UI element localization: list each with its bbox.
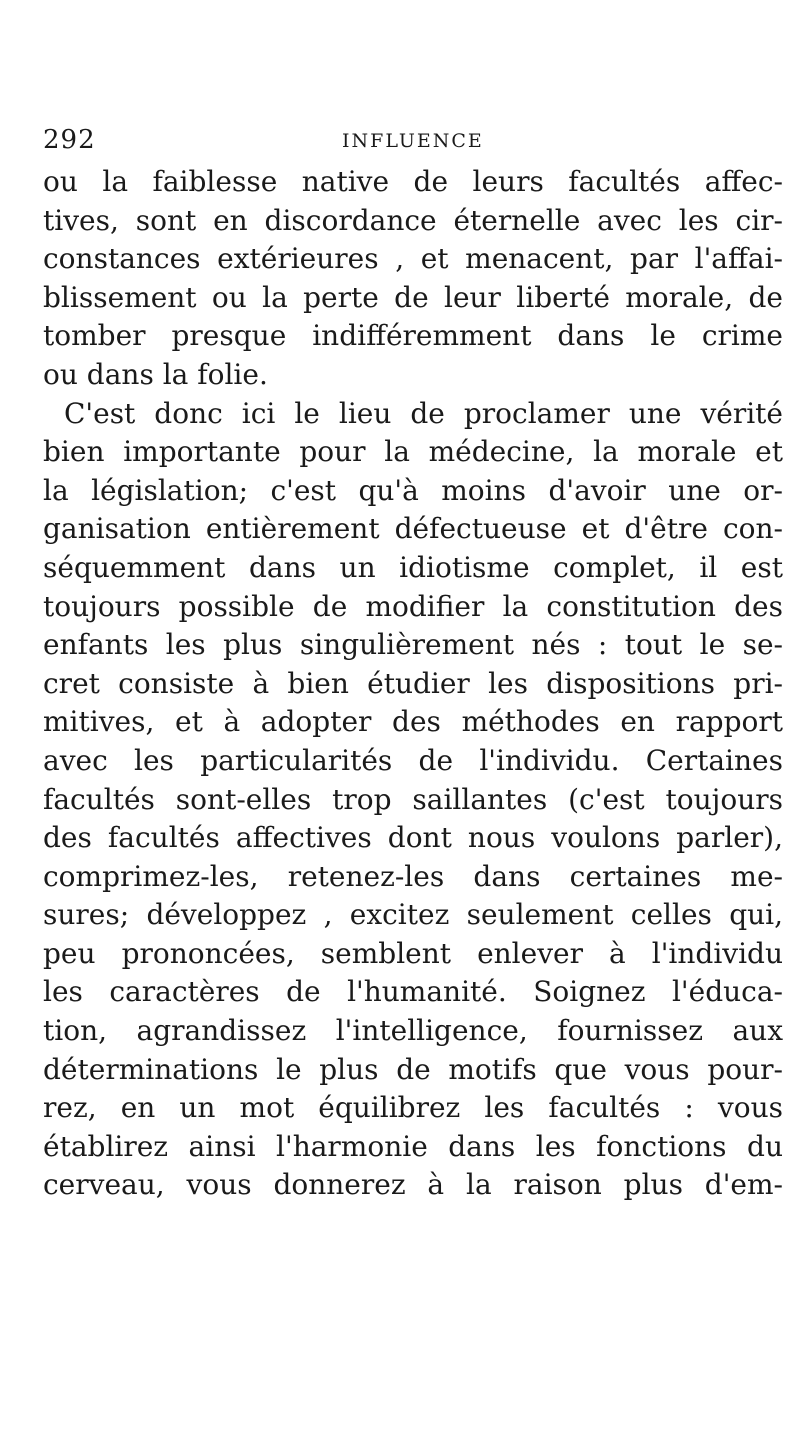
text-line: tomber presque indifféremment dans le crime xyxy=(43,319,783,353)
text-line: déterminations le plus de motifs que vous pour- xyxy=(43,1052,783,1086)
text-line: C'est donc ici le lieu de proclamer une vérité xyxy=(64,396,783,430)
text-line: peu prononcées, semblent enlever à l'individu xyxy=(43,936,783,970)
text-line: avec les particularités de l'individu. Certaines xyxy=(43,743,783,777)
text-line: comprimez-les, retenez-les dans certaines me- xyxy=(43,859,783,893)
paragraph-1 xyxy=(43,163,783,395)
text-line: tives, sont en discordance éternelle avec les cir- xyxy=(43,203,783,237)
text-line: les caractères de l'humanité. Soignez l'éduca- xyxy=(43,975,783,1009)
text-line: enfants les plus singulièrement nés : tout le se- xyxy=(43,628,783,662)
paragraph-2 xyxy=(43,395,783,1205)
text-line: ou dans la folie. xyxy=(43,357,268,391)
body-text xyxy=(43,163,783,1205)
text-line: des facultés affectives dont nous voulons parler), xyxy=(43,821,783,855)
text-line: facultés sont-elles trop saillantes (c'est toujours xyxy=(43,782,783,816)
text-line: cret consiste à bien étudier les dispositions pri- xyxy=(43,666,783,700)
running-head: INFLUENCE xyxy=(342,130,484,152)
text-line: constances extérieures , et menacent, par l'affai- xyxy=(43,242,783,276)
text-line: bien importante pour la médecine, la morale et xyxy=(43,435,783,469)
text-line: établirez ainsi l'harmonie dans les fonctions du xyxy=(43,1129,783,1163)
text-line: rez, en un mot équilibrez les facultés : vous xyxy=(43,1091,783,1125)
text-line: sures; développez , excitez seulement celles qui, xyxy=(43,898,783,932)
page-number: 292 xyxy=(43,125,96,155)
text-line: la législation; c'est qu'à moins d'avoir une or- xyxy=(43,473,783,507)
text-line: toujours possible de modifier la constitution des xyxy=(43,589,783,623)
text-line: tion, agrandissez l'intelligence, fournissez aux xyxy=(43,1014,783,1048)
text-line: cerveau, vous donnerez à la raison plus d'em- xyxy=(43,1168,783,1202)
text-line: séquemment dans un idiotisme complet, il est xyxy=(43,550,783,584)
text-line: blissement ou la perte de leur liberté morale, de xyxy=(43,280,783,314)
text-line: ou la faiblesse native de leurs facultés affec- xyxy=(43,165,783,198)
text-line: ganisation entièrement défectueuse et d'être con- xyxy=(43,512,783,546)
page-header xyxy=(0,120,800,160)
text-line: mitives, et à adopter des méthodes en rapport xyxy=(43,705,783,739)
